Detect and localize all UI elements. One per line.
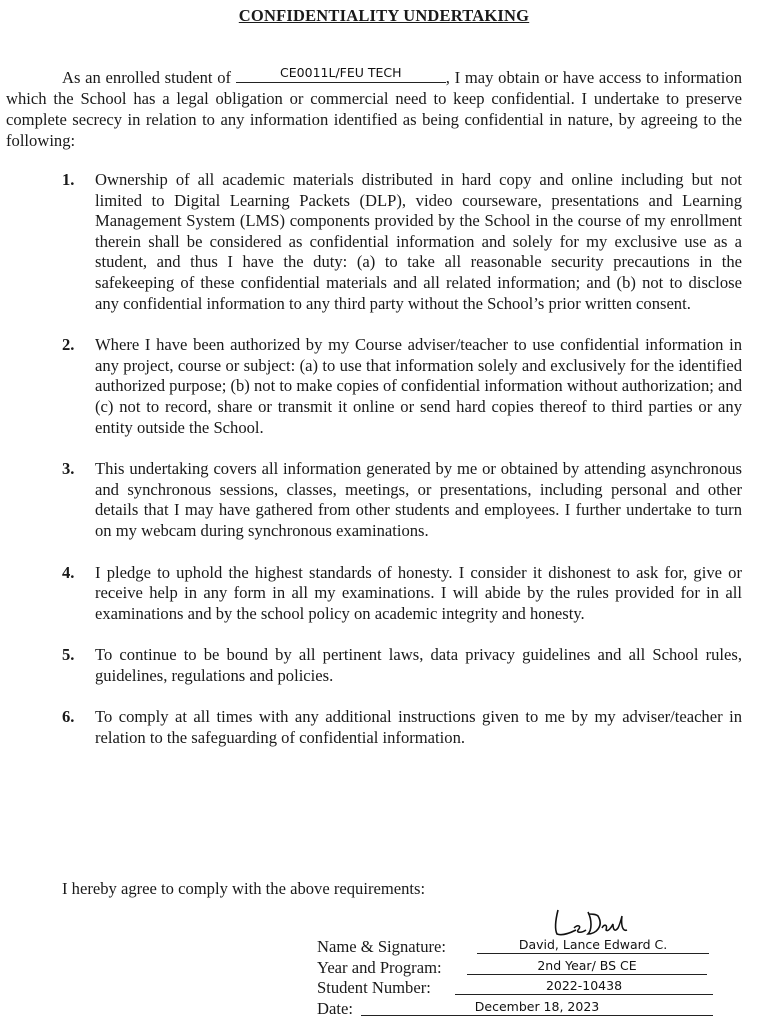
list-item [62, 707, 742, 748]
name-signature-label: Name & Signature: [317, 937, 447, 956]
intro-before-text: As an enrolled student of [62, 68, 236, 87]
date-label: Date: [317, 999, 353, 1018]
year-program-label: Year and Program: [317, 958, 442, 977]
item-number: 1. [62, 170, 75, 189]
item-text: To continue to be bound by all pertinent laws, data privacy guidelines and all School rules, guidelines, regulations and policies. [95, 645, 742, 685]
student-number-field: 2022-10438 [455, 978, 713, 995]
intro-paragraph [6, 66, 742, 151]
item-number: 5. [62, 645, 75, 665]
item-text: I pledge to uphold the highest standards of honesty. I consider it dishonest to ask for, give or receive help in any form in all my examinations. I will abide by the rules provided for in all examinations and by the school policy on academic integrity and honesty. [95, 562, 742, 623]
item-number: 2. [62, 335, 75, 355]
year-program-field: 2nd Year/ BS CE [467, 958, 707, 975]
document-title: CONFIDENTIALITY UNDERTAKING [238, 6, 530, 25]
item-text: This undertaking covers all information generated by me or obtained by attending asynchronous and synchronous sessions, classes, meetings, or presentations, including personal and other details that I may have gathered from other students and employees. I further undertake to turn on my webcam during synchronous examinations. [95, 459, 742, 540]
institution-field [236, 66, 446, 83]
date-field: December 18, 2023 [361, 999, 713, 1016]
intro-after-text: , I may obtain or have access to information which the School has a legal obligation or commercial need to keep confidential. I undertake to preserve complete secrecy in relation to any information identified as being confidential in nature, by agreeing to the following: [6, 68, 742, 150]
name-field: David, Lance Edward C. [477, 937, 709, 954]
list-item [62, 645, 742, 686]
list-item [62, 563, 742, 625]
student-number-label: Student Number: [317, 978, 431, 997]
item-text: Where I have been authorized by my Course adviser/teacher to use confidential information in any project, course or subject: (a) to use that information solely and exclusively for the identified authorized purpose; (b) not to make copies of confidential information without authorization; and (c) not to record, share or transmit it online or send hard copies thereof to third parties or any entity outside the School. [95, 335, 742, 437]
handwritten-signature [548, 906, 632, 940]
undertaking-list [62, 170, 742, 770]
item-text: To comply at all times with any additional instructions given to me by my adviser/teacher in relation to the safeguarding of confidential information. [95, 707, 742, 748]
list-item [62, 170, 742, 314]
item-number: 4. [62, 562, 75, 582]
institution-value: CE0011L/FEU TECH [280, 65, 402, 80]
agreement-statement: I hereby agree to comply with the above requirements: [62, 879, 426, 898]
list-item [62, 335, 742, 438]
item-number: 6. [62, 707, 75, 727]
item-number: 3. [62, 459, 75, 479]
list-item [62, 459, 742, 541]
item-text: Ownership of all academic materials distributed in hard copy and online including but not limited to Digital Learning Packets (DLP), video courseware, presentations and Learning Management System (LMS) components provided by the School in the course of my enrollment therein shall be considered as confidential information and solely for my exclusive use as a student, and thus I have the duty: (a) to take all reasonable security precautions in the safekeeping of these confidential materials and all related information; and (b) not to disclose any confidential information to any third party without the School’s prior written consent. [95, 170, 742, 313]
